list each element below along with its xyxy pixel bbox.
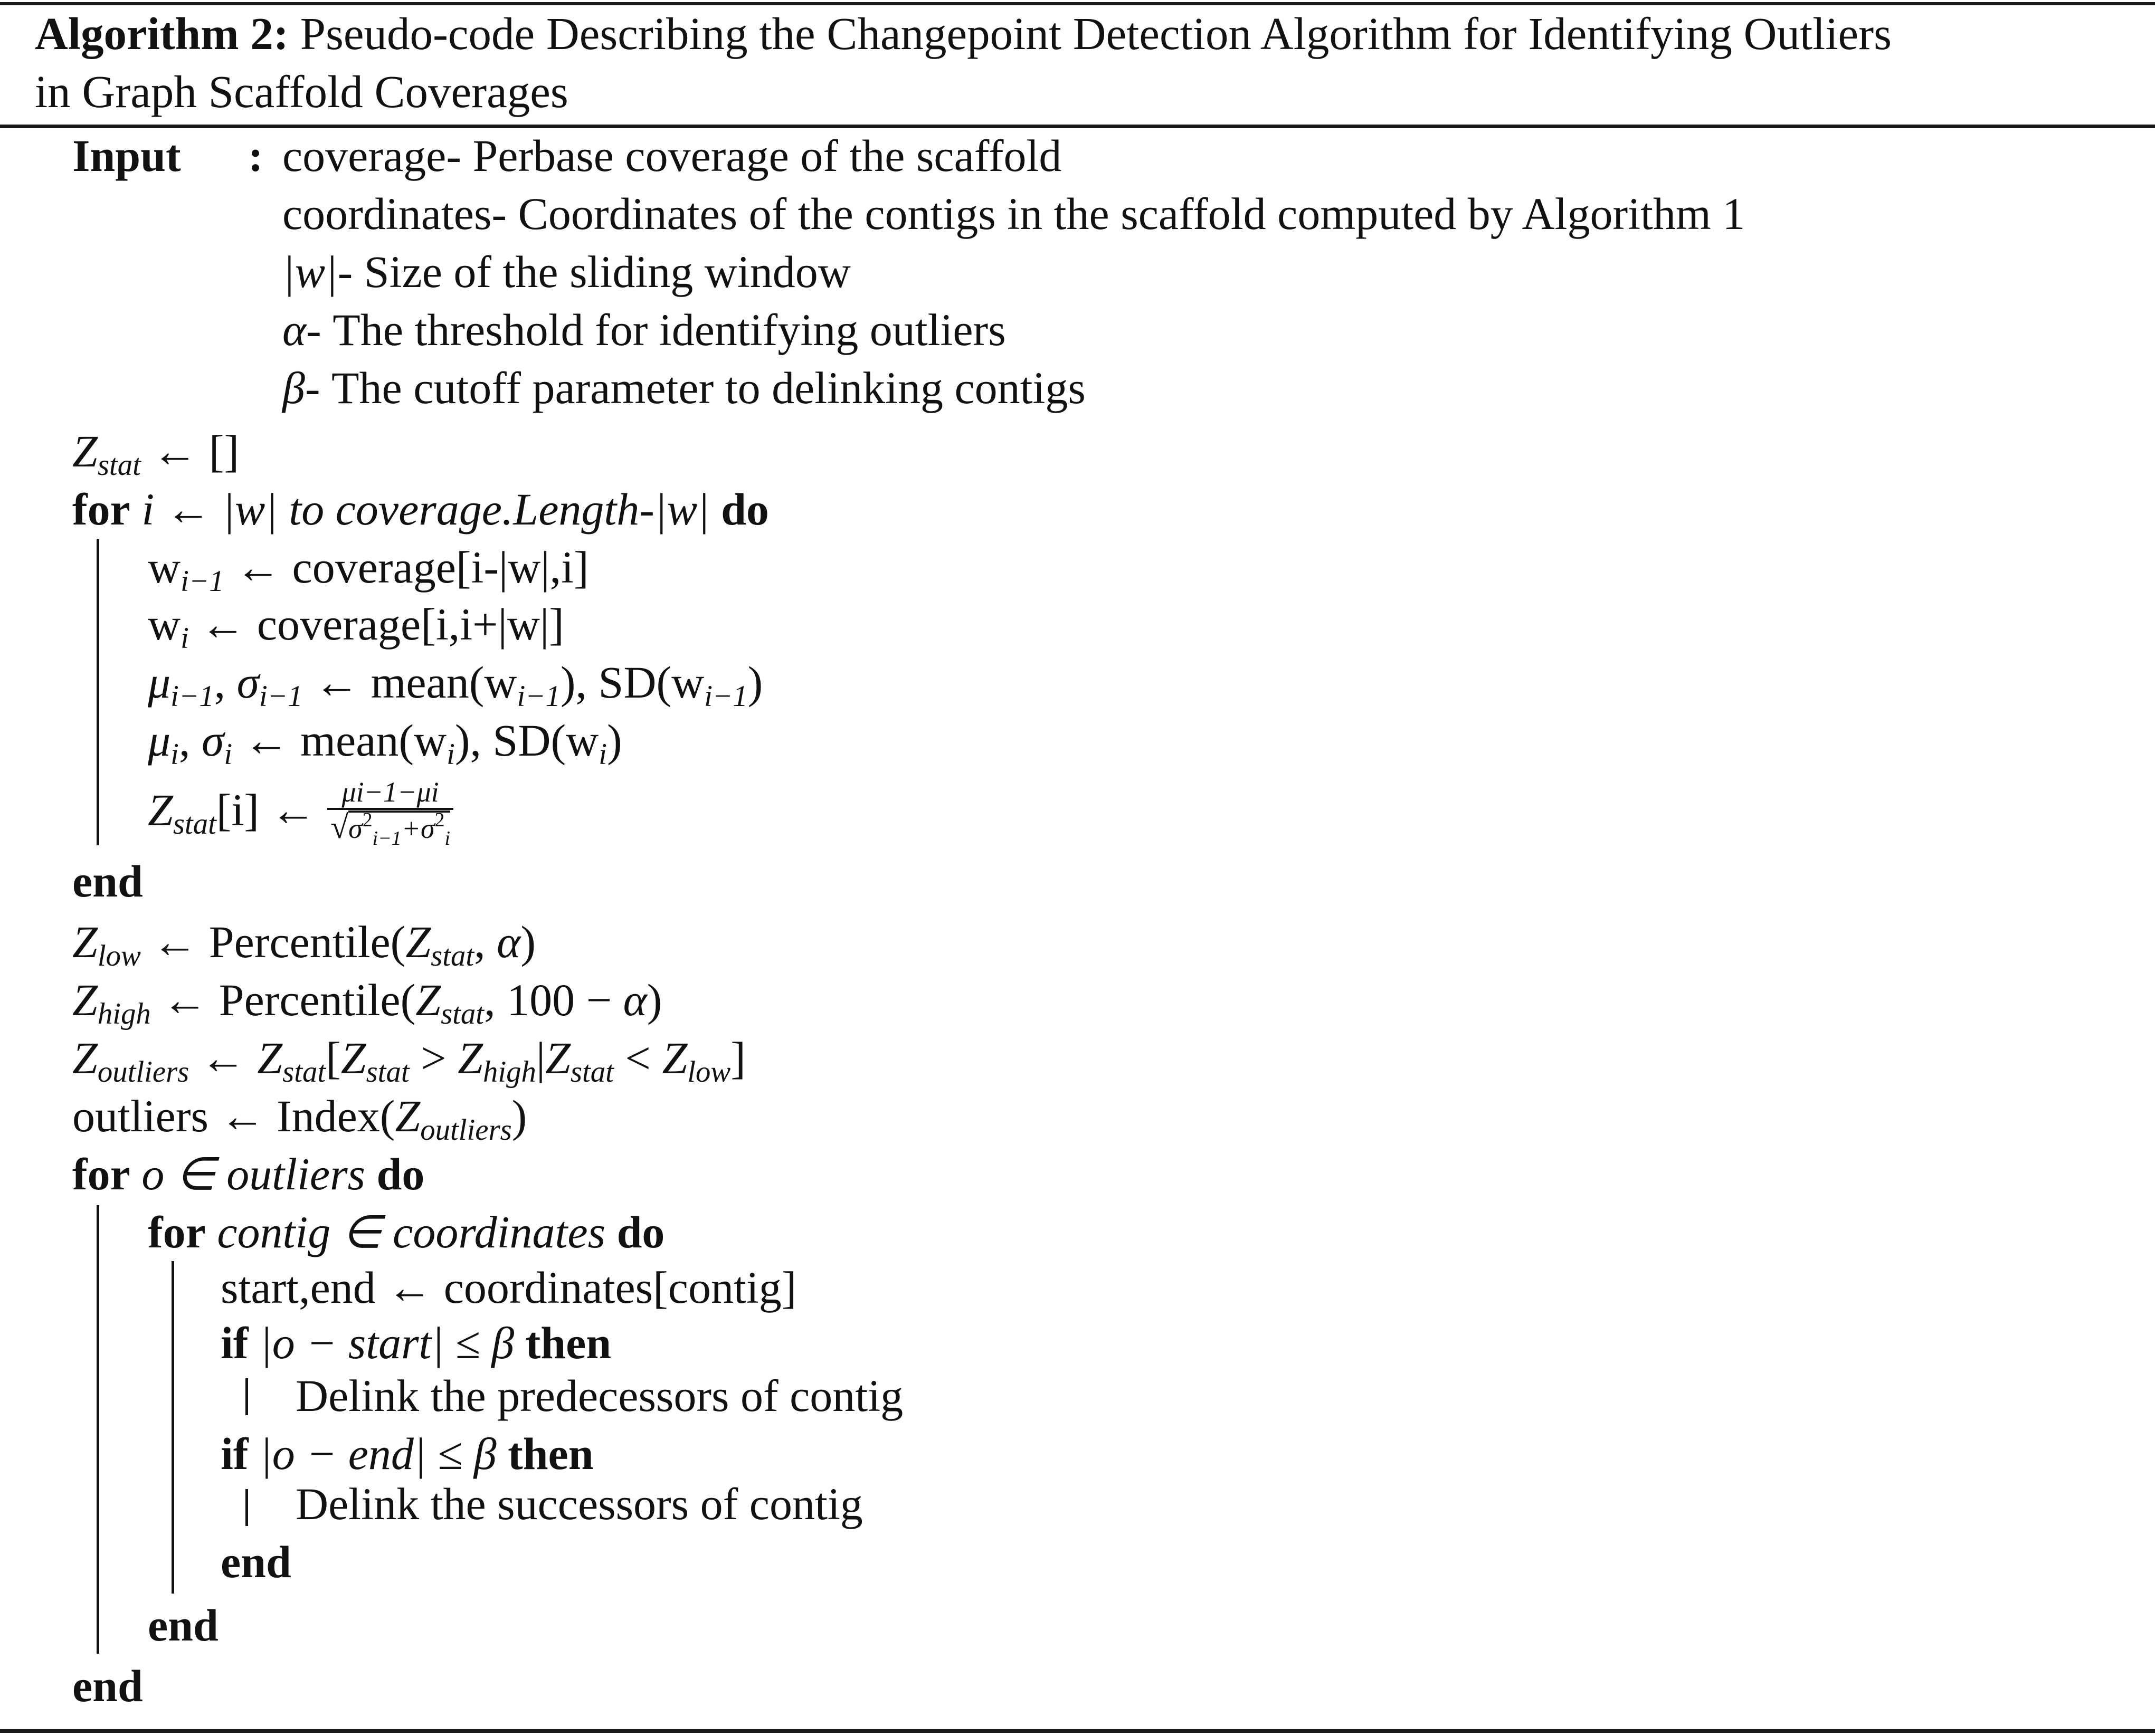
input-param-alpha: α- The threshold for identifying outliers	[282, 304, 1006, 355]
start-end-line: start,end ← coordinates[contig]	[221, 1262, 797, 1313]
mean-sd-cur-line: μi, σi ← mean(wi), SD(wi)	[148, 715, 622, 771]
for-loop-window: for i ← |w| to coverage.Length-|w| do	[72, 484, 769, 535]
zhigh-line: Zhigh ← Percentile(Zstat, 100 − α)	[72, 975, 662, 1031]
zstat-init-line: Zstat ← []	[72, 426, 240, 482]
if-start-line: if |o − start| ≤ β then	[221, 1318, 612, 1368]
if-end-body-bar	[245, 1489, 248, 1526]
for-loop-contigs: for contig ∈ coordinates do	[148, 1207, 665, 1257]
loop1-body-bar	[97, 539, 99, 845]
for-loop-outliers: for o ∈ outliers do	[72, 1149, 425, 1199]
input-keyword: Input	[72, 130, 181, 181]
delink-successors-line: Delink the successors of contig	[296, 1479, 863, 1529]
loop3-body-bar	[172, 1261, 174, 1594]
mean-sd-prev-line: μi−1, σi−1 ← mean(wi−1), SD(wi−1)	[148, 657, 763, 713]
window-prev-line: wi−1 ← coverage[i-|w|,i]	[148, 542, 589, 598]
input-param-coordinates: coordinates- Coordinates of the contigs in the scaffold computed by Algorithm 1	[282, 188, 1745, 239]
input-param-coverage: coverage- Perbase coverage of the scaffold	[282, 130, 1062, 181]
loop2-body-bar	[97, 1205, 99, 1654]
algorithm-title	[35, 4, 2141, 63]
algorithm-label: Algorithm 2:	[35, 8, 289, 59]
if-end-line: if |o − end| ≤ β then	[221, 1428, 594, 1479]
window-cur-line: wi ← coverage[i,i+|w|]	[148, 599, 564, 655]
input-colon: :	[248, 130, 263, 181]
delink-predecessors-line: Delink the predecessors of contig	[296, 1370, 904, 1421]
input-param-beta: β- The cutoff parameter to delinking contigs	[282, 363, 1086, 413]
outliers-index-line: outliers ← Index(Zoutliers)	[72, 1091, 527, 1147]
algorithm-title-text: Pseudo-code Describing the Changepoint Detection Algorithm for Identifying Outliers	[300, 8, 1892, 59]
input-param-window: |w|- Size of the sliding window	[282, 246, 851, 297]
bottom-rule	[0, 1729, 2155, 1733]
end-loop2-inner: end	[148, 1600, 219, 1651]
end-loop2: end	[72, 1661, 143, 1711]
end-loop1: end	[72, 856, 143, 907]
algorithm-title-continued: in Graph Scaffold Coverages	[35, 66, 568, 117]
zstat-assign-line: Zstat[i] ← $\frac{\mu i-1-\mu i}{√\sigma^2_{i-1}+\sigma^2_i}$	[148, 770, 453, 850]
zoutliers-line: Zoutliers ← Zstat[Zstat > Zhigh|Zstat < Zlow]	[72, 1033, 746, 1089]
z-statistic-fraction: $\frac{\mu i-1-\mu i}{√\sigma^2_{i-1}+\sigma^2_i}$	[327, 776, 453, 849]
zlow-line: Zlow ← Percentile(Zstat, α)	[72, 917, 536, 972]
end-loop3: end	[221, 1537, 291, 1587]
if-start-body-bar	[245, 1378, 248, 1415]
